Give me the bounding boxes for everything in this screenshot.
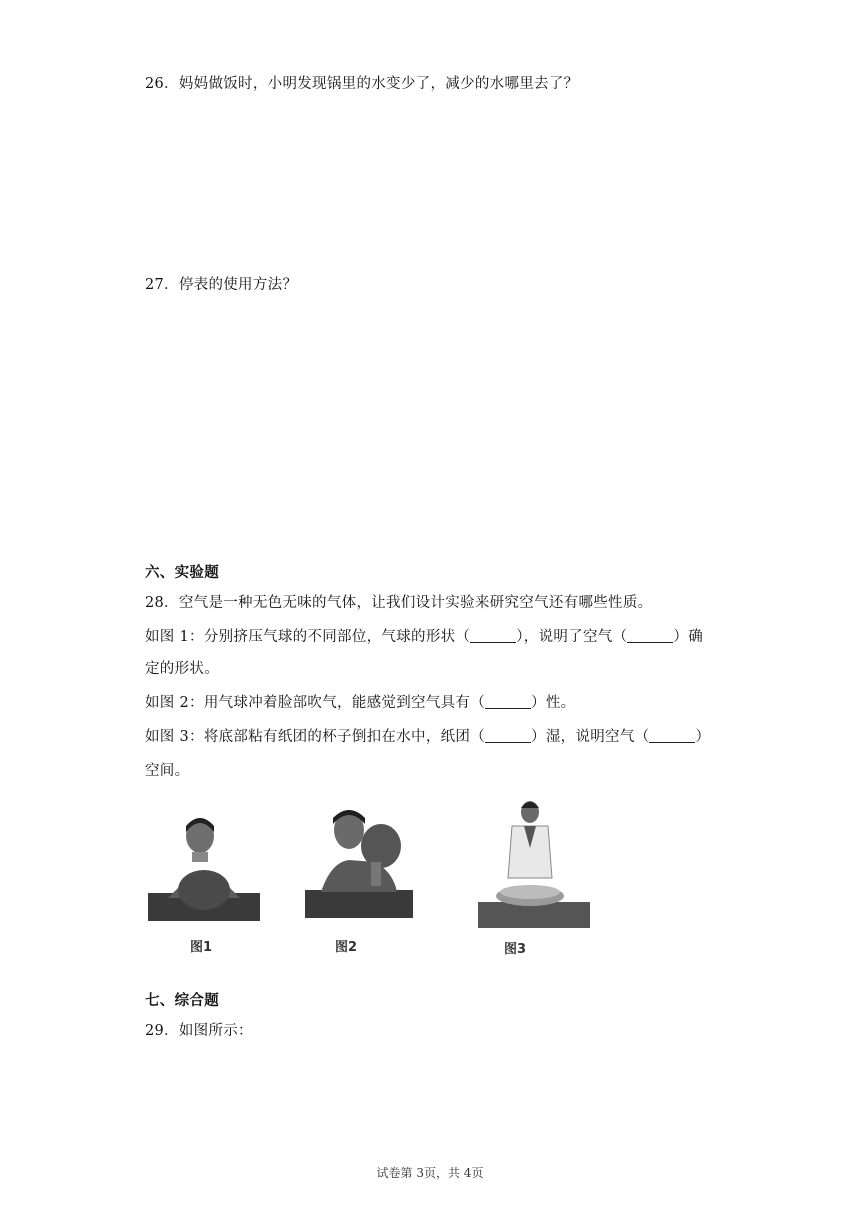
- section-6-heading: 六、实验题: [145, 564, 219, 581]
- answer-blank[interactable]: [649, 728, 695, 743]
- question-28-fig2-line: 如图 2：用气球冲着脸部吹气，能感觉到空气具有（ ）性。: [145, 695, 576, 711]
- figure-1: [148, 808, 260, 958]
- section-7-heading: 七、综合题: [145, 992, 219, 1009]
- question-28-fig1-line-2: 定的形状。: [145, 661, 219, 677]
- figure-1-photo: [148, 808, 260, 923]
- figure-3: [478, 798, 590, 958]
- figure-2-photo: [305, 802, 413, 922]
- answer-blank[interactable]: [470, 628, 516, 643]
- question-27: 27．停表的使用方法？: [145, 277, 298, 293]
- figure-1-caption: 图1: [190, 940, 213, 955]
- question-26: 26．妈妈做饭时，小明发现锅里的水变少了，减少的水哪里去了？: [145, 76, 579, 92]
- figure-2-caption: 图2: [335, 940, 358, 955]
- question-28-fig3-line: 如图 3：将底部粘有纸团的杯子倒扣在水中，纸团（ ）湿，说明空气（ ）: [145, 729, 711, 745]
- question-28-intro: 28．空气是一种无色无味的气体，让我们设计实验来研究空气还有哪些性质。: [145, 595, 653, 611]
- answer-blank[interactable]: [485, 728, 531, 743]
- answer-blank[interactable]: [485, 694, 531, 709]
- figure-2: [305, 802, 413, 958]
- question-28-fig1-line: 如图 1：分别挤压气球的不同部位，气球的形状（ ），说明了空气（ ）确: [145, 629, 703, 645]
- figure-3-photo: [478, 798, 590, 930]
- question-29: 29．如图所示：: [145, 1023, 253, 1039]
- figure-3-caption: 图3: [504, 942, 527, 957]
- answer-blank[interactable]: [627, 628, 673, 643]
- page-footer: 试卷第 3页，共 4页: [376, 1166, 484, 1180]
- question-28-fig3-line-2: 空间。: [145, 763, 190, 779]
